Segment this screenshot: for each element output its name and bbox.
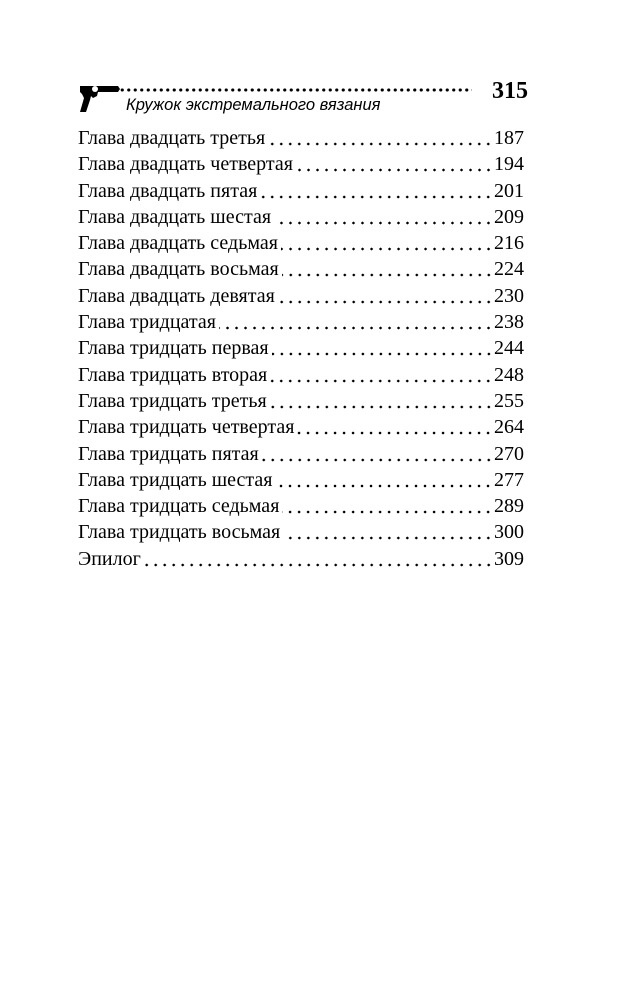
toc-entry-page: 224 xyxy=(494,258,524,281)
toc-entry-title: Глава двадцать шестая xyxy=(78,205,272,228)
dot-leader xyxy=(297,415,493,435)
toc-entry-page: 248 xyxy=(494,363,524,386)
toc-entry-title: Глава тридцать седьмая xyxy=(78,495,280,518)
dot-leader xyxy=(219,310,493,330)
revolver-icon xyxy=(78,80,122,114)
toc-entry-title: Глава двадцать девятая xyxy=(78,284,275,307)
dot-leader xyxy=(278,284,493,304)
toc-entry xyxy=(78,518,524,544)
toc-entry xyxy=(78,466,524,492)
toc-entry xyxy=(78,150,524,176)
toc-entry-title: Глава двадцать седьмая xyxy=(78,232,278,255)
header-dotted-rule xyxy=(106,88,472,92)
toc-entry-page: 264 xyxy=(494,416,524,439)
toc-entry-page: 194 xyxy=(494,153,524,176)
dot-leader xyxy=(274,205,493,225)
toc-entry-page: 238 xyxy=(494,311,524,334)
toc-entry-page: 187 xyxy=(494,127,524,149)
dot-leader xyxy=(282,257,493,277)
table-of-contents xyxy=(78,124,524,571)
toc-entry-page: 216 xyxy=(494,232,524,255)
toc-entry-page: 309 xyxy=(494,547,524,570)
toc-entry-title: Глава двадцать четвертая xyxy=(78,153,293,176)
toc-entry xyxy=(78,308,524,334)
toc-entry xyxy=(78,361,524,387)
toc-entry xyxy=(78,255,524,281)
toc-entry xyxy=(78,282,524,308)
toc-entry-page: 289 xyxy=(494,495,524,518)
toc-entry-title: Глава тридцать третья xyxy=(78,389,267,412)
toc-entry-title: Глава двадцать третья xyxy=(78,127,266,149)
dot-leader xyxy=(270,389,493,409)
toc-entry-page: 255 xyxy=(494,389,524,412)
dot-leader xyxy=(144,547,493,567)
toc-entry-page: 201 xyxy=(494,179,524,202)
toc-entry xyxy=(78,545,524,571)
toc-entry-page: 277 xyxy=(494,468,524,491)
dot-leader xyxy=(260,179,493,199)
dot-leader xyxy=(268,126,493,146)
toc-entry xyxy=(78,177,524,203)
dot-leader xyxy=(283,520,493,540)
toc-entry-title: Глава тридцать восьмая xyxy=(78,521,281,544)
toc-entry xyxy=(78,492,524,518)
toc-entry xyxy=(78,387,524,413)
toc-entry xyxy=(78,334,524,360)
toc-entry xyxy=(78,124,524,150)
toc-entry-title: Глава тридцатая xyxy=(78,311,216,334)
toc-entry xyxy=(78,413,524,439)
toc-entry-title: Глава тридцать четвертая xyxy=(78,416,295,439)
toc-entry xyxy=(78,203,524,229)
toc-entry xyxy=(78,440,524,466)
dot-leader xyxy=(270,363,493,383)
dot-leader xyxy=(281,231,493,251)
toc-entry-title: Эпилог xyxy=(78,547,141,570)
dot-leader xyxy=(262,442,493,462)
running-title: Кружок экстремального вязания xyxy=(126,96,381,114)
toc-entry-title: Глава двадцать восьмая xyxy=(78,258,279,281)
toc-entry xyxy=(78,229,524,255)
toc-entry-page: 230 xyxy=(494,284,524,307)
toc-entry-title: Глава тридцать первая xyxy=(78,337,269,360)
toc-entry-page: 209 xyxy=(494,205,524,228)
toc-entry-page: 244 xyxy=(494,337,524,360)
toc-entry-title: Глава тридцать шестая xyxy=(78,468,273,491)
page-header xyxy=(78,78,528,118)
toc-entry-title: Глава тридцать вторая xyxy=(78,363,268,386)
toc-entry-title: Глава двадцать пятая xyxy=(78,179,258,202)
dot-leader xyxy=(282,494,493,514)
page-number: 315 xyxy=(492,78,528,104)
toc-entry-title: Глава тридцать пятая xyxy=(78,442,259,465)
toc-entry-page: 300 xyxy=(494,521,524,544)
dot-leader xyxy=(272,336,493,356)
dot-leader xyxy=(275,468,493,488)
toc-entry-page: 270 xyxy=(494,442,524,465)
dot-leader xyxy=(296,152,493,172)
